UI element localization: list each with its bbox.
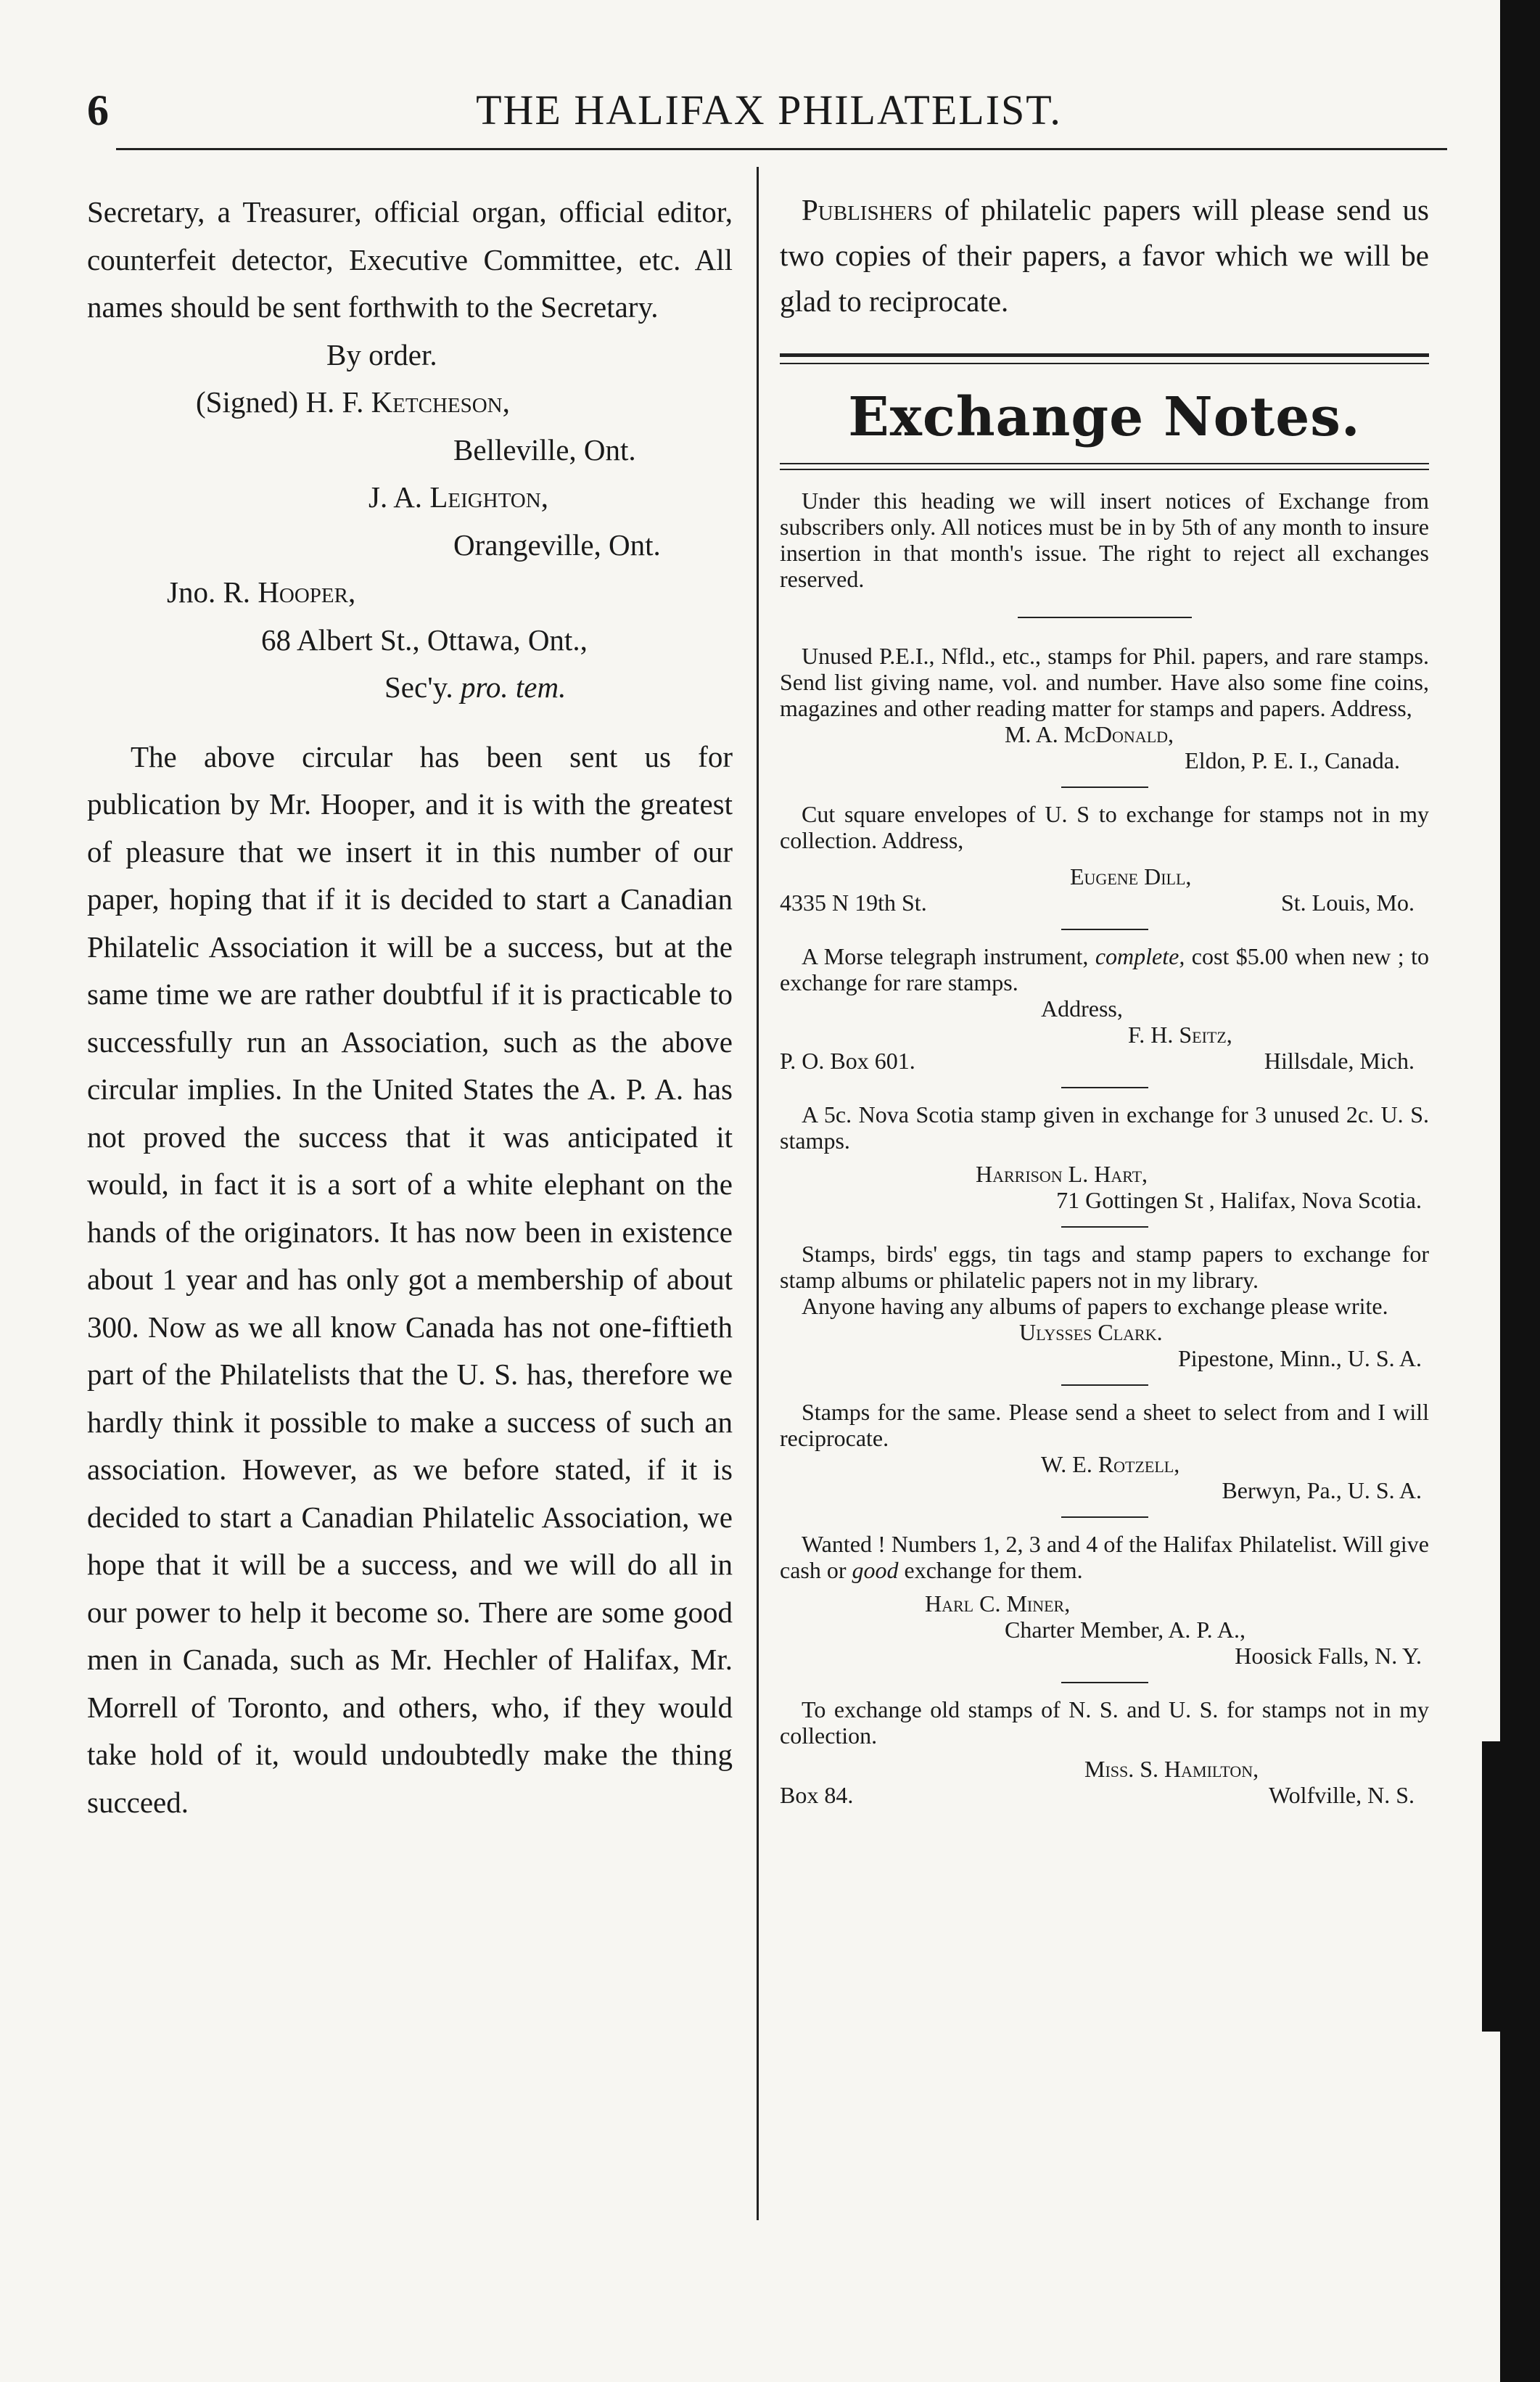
notice-name: F. H. Seitz, [1128, 1022, 1232, 1048]
signer2-line [87, 474, 733, 522]
signer3-name: Hooper, [258, 575, 356, 609]
notice-text-2: Anyone having any albums of papers to exchange please write. [802, 1293, 1388, 1319]
exchange-notice [780, 643, 1429, 773]
notice-address: Pipestone, Minn., U. S. A. [1177, 1345, 1422, 1371]
signer3-title-line [87, 664, 733, 712]
notice-divider [1061, 1682, 1148, 1683]
notice-divider [1061, 929, 1148, 930]
notice-divider [1061, 1516, 1148, 1518]
section-title: Exchange Notes. [848, 386, 1361, 448]
page-header [87, 86, 1451, 144]
column-divider [757, 167, 759, 2220]
notice-address-line [780, 1782, 1429, 1808]
notice-address-line [780, 890, 1429, 916]
notice-text: Unused P.E.I., Nfld., etc., stamps for Phil. papers, and rare stamps. Send list giving name, vol. and number. Have also some fine coins, magazines and other reading matter for stamps and papers. Address, [780, 643, 1429, 721]
notice-text: To exchange old stamps of N. S. and U. S. for stamps not in my collection. [780, 1696, 1429, 1749]
scan-edge-bar [1500, 0, 1540, 2382]
running-title: THE HALIFAX PHILATELIST. [476, 86, 1062, 134]
notice-text: Wanted ! Numbers 1, 2, 3 and 4 of the Halifax Philatelist. Will give cash or good exchange for them. [780, 1531, 1429, 1583]
signer2-initials: J. A. [368, 480, 423, 514]
exchange-notice [780, 943, 1429, 1074]
section-rule-bottom [780, 463, 1429, 464]
exchange-notice [780, 1399, 1429, 1503]
header-rule [116, 148, 1447, 150]
signer1-place: Belleville, Ont. [453, 432, 636, 467]
notice-address-label: Address, [1041, 995, 1123, 1022]
signer3-title-italic: pro. tem. [460, 670, 567, 704]
publishers-notice [780, 187, 1429, 324]
signer3-address: 68 Albert St., Ottawa, Ont., [261, 623, 588, 657]
notice-name: W. E. Rotzell, [1041, 1451, 1180, 1477]
publishers-lead: Publishers [802, 193, 933, 226]
exchange-notice [780, 801, 1429, 916]
right-column [780, 187, 1429, 1812]
signer3-title: Sec'y. [384, 670, 453, 704]
exchange-intro: Under this heading we will insert notices of Exchange from subscribers only. All notices must be in by 5th of any month to insure insertion in that month's issue. The right to reject all exchanges reserved. [780, 488, 1429, 592]
notice-address: Eldon, P. E. I., Canada. [1185, 747, 1400, 773]
notice-address: Hoosick Falls, N. Y. [1235, 1643, 1422, 1669]
notice-name: Eugene Dill, [1070, 863, 1192, 890]
intro-divider [1018, 617, 1192, 618]
notice-address: 71 Gottingen St , Halifax, Nova Scotia. [1056, 1187, 1422, 1213]
notice-name: M. A. McDonald, [1005, 721, 1174, 747]
exchange-notice [780, 1531, 1429, 1669]
signed-line [87, 379, 733, 427]
notice-name: Harl C. Miner, [925, 1590, 1071, 1617]
signer2-name: Leighton, [429, 480, 548, 514]
notice-address-line [780, 1048, 1429, 1074]
notice-text: Stamps, birds' eggs, tin tags and stamp papers to exchange for stamp albums or philatelic papers not in my library. [780, 1241, 1429, 1293]
notice-address-left: Box 84. [780, 1782, 854, 1808]
exchange-notice [780, 1696, 1429, 1808]
notice-divider [1061, 787, 1148, 788]
signer3-initials: Jno. R. [167, 575, 251, 609]
notice-name: Ulysses Clark. [1019, 1319, 1163, 1345]
section-rule-bottom-2 [780, 469, 1429, 470]
section-rule-top-thin [780, 363, 1429, 364]
notice-address: Berwyn, Pa., U. S. A. [1222, 1477, 1422, 1503]
signer2-place: Orangeville, Ont. [453, 527, 661, 562]
signed-label: (Signed) H. F. [196, 385, 364, 419]
scan-edge-mark [1482, 1741, 1500, 2032]
by-order-line: By order. [326, 337, 437, 371]
notice-divider [1061, 1087, 1148, 1088]
exchange-notice [780, 1101, 1429, 1213]
notice-text: Cut square envelopes of U. S to exchange for stamps not in my collection. Address, [780, 801, 1429, 853]
signer3-line [87, 569, 733, 617]
notice-text: A 5c. Nova Scotia stamp given in exchange for 3 unused 2c. U. S. stamps. [780, 1101, 1429, 1154]
left-column [87, 189, 733, 1826]
notice-title: Charter Member, A. P. A., [1005, 1617, 1246, 1643]
circular-closing-text: Secretary, a Treasurer, official organ, official editor, counterfeit detector, Executive Committee, etc. All names should be sent forthwith to the Secretary. [87, 195, 733, 324]
editorial-paragraph: The above circular has been sent us for publication by Mr. Hooper, and it is with the greatest of pleasure that we insert it in this number of our paper, hoping that if it is decided to start a Canadian Philatelic Association it will be a success, but at the same time we are rather doubtful if it is practicable to successfully run an Association, such as the above circular implies. In the United States the A. P. A. has not proved the success that it was anticipated it would, in fact it is a sort of a white elephant on the hands of the originators. It has now been in existence about 1 year and has only got a membership of about 300. Now as we all know Canada has not one-fiftieth part of the Philatelists that the U. S. has, therefore we hardly think it possible to make a success of such an association. However, as we before stated, if it is decided to start a Canadian Philatelic Association, we hope that it will be a success, and we will do all in our power to help it become so. There are some good men in Canada, such as Mr. Hechler of Halifax, Mr. Morrell of Toronto, and others, who, if they would take hold of it, would undoubtedly make the thing succeed. [87, 739, 733, 1819]
notice-name: Harrison L. Hart, [976, 1161, 1148, 1187]
notice-address-right: Hillsdale, Mich. [1264, 1048, 1415, 1074]
notice-address-left: P. O. Box 601. [780, 1048, 915, 1074]
notice-divider [1061, 1226, 1148, 1228]
notice-address-right: Wolfville, N. S. [1269, 1782, 1415, 1808]
exchange-notice [780, 1241, 1429, 1371]
notice-text: Stamps for the same. Please send a sheet to select from and I will reciprocate. [780, 1399, 1429, 1451]
notice-name: Miss. S. Hamilton, [1084, 1756, 1259, 1782]
signer1-name: Ketcheson, [371, 385, 510, 419]
notice-address-left: 4335 N 19th St. [780, 890, 927, 916]
notice-divider [1061, 1384, 1148, 1386]
publishers-text: of philatelic papers will please send us two copies of their papers, a favor which we will be glad to reciprocate. [780, 193, 1429, 318]
page-number: 6 [87, 86, 109, 134]
section-rule-top [780, 353, 1429, 357]
notice-text: A Morse telegraph instrument, complete, cost $5.00 when new ; to exchange for rare stamps. [780, 943, 1430, 995]
notice-address-right: St. Louis, Mo. [1280, 890, 1415, 916]
